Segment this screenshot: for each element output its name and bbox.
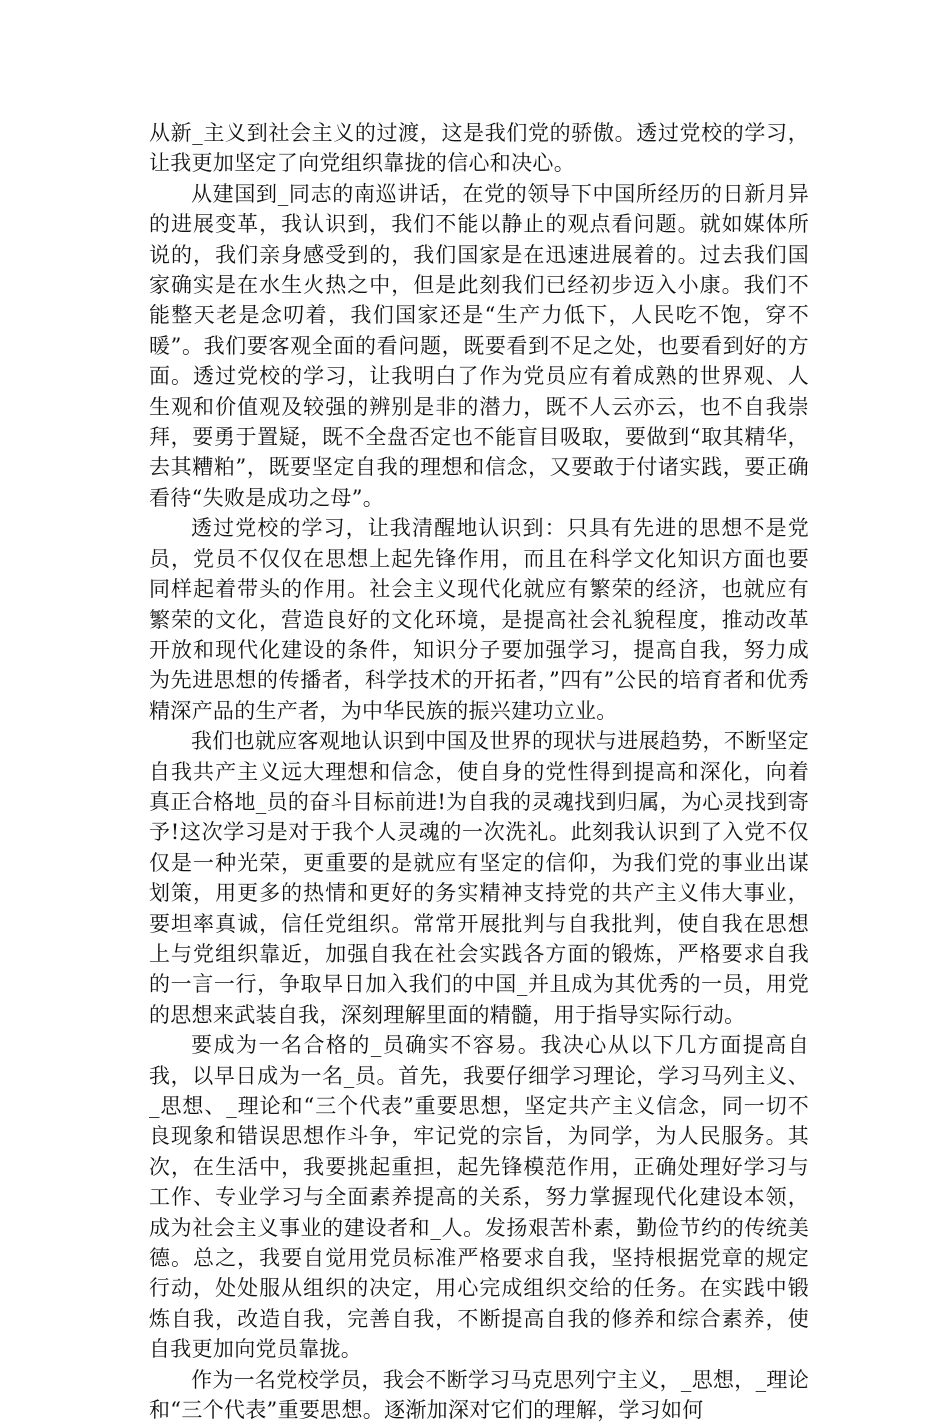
paragraph-1: 从新_主义到社会主义的过渡，这是我们党的骄傲。透过党校的学习，让我更加坚定了向党组织靠拢的信心和决心。 bbox=[149, 121, 809, 176]
paragraph-6: 作为一名党校学员，我会不断学习马克思列宁主义，_思想，_理论和“三个代表”重要思想。逐渐加深对它们的理解，学习如何 bbox=[149, 1367, 809, 1423]
paragraph-5: 要成为一名合格的_员确实不容易。我决心从以下几方面提高自我，以早日成为一名_员。首先，我要仔细学习理论，学习马列主义、_思想、_理论和“三个代表”重要思想，坚定共产主义信念，同一切不良现象和错误思想作斗争，牢记党的宗旨，为同学，为人民服务。其次，在生活中，我要挑起重担，起先锋模范作用，正确处理好学习与工作、专业学习与全面素养提高的关系，努力掌握现代化建设本领，成为社会主义事业的建设者和_人。发扬艰苦朴素，勤俭节约的传统美德。总之，我要自觉用党员标准严格要求自我，坚持根据党章的规定行动，处处服从组织的决定，用心完成组织交给的任务。在实践中锻炼自我，改造自我，完善自我，不断提高自我的修养和综合素养，使自我更加向党员靠拢。 bbox=[149, 1033, 809, 1362]
paragraph-4: 我们也就应客观地认识到中国及世界的现状与进展趋势，不断坚定自我共产主义远大理想和信念，使自身的党性得到提高和深化，向着真正合格地_员的奋斗目标前进!为自我的灵魂找到归属，为心灵找到寄予!这次学习是对于我个人灵魂的一次洗礼。此刻我认识到了入党不仅仅是一种光荣，更重要的是就应有坚定的信仰，为我们党的事业出谋划策，用更多的热情和更好的务实精神支持党的共产主义伟大事业，要坦率真诚，信任党组织。常常开展批判与自我批判，使自我在思想上与党组织靠近，加强自我在社会实践各方面的锻炼，严格要求自我的一言一行，争取早日加入我们的中国_并且成为其优秀的一员，用党的思想来武装自我，深刻理解里面的精髓，用于指导实际行动。 bbox=[149, 729, 809, 1027]
document-body bbox=[149, 118, 809, 1425]
paragraph-2: 从建国到_同志的南巡讲话，在党的领导下中国所经历的日新月异的进展变革，我认识到，我们不能以静止的观点看问题。就如媒体所说的，我们亲身感受到的，我们国家是在迅速进展着的。过去我们国家确实是在水生火热之中，但是此刻我们已经初步迈入小康。我们不能整天老是念叨着，我们国家还是“生产力低下，人民吃不饱，穿不暖”。我们要客观全面的看问题，既要看到不足之处，也要看到好的方面。透过党校的学习，让我明白了作为党员应有着成熟的世界观、人生观和价值观及较强的辨别是非的潜力，既不人云亦云，也不自我崇拜，要勇于置疑，既不全盘否定也不能盲目吸取，要做到“取其精华，去其糟粕”，既要坚定自我的理想和信念，又要敢于付诸实践，要正确看待“失败是成功之母”。 bbox=[149, 181, 809, 510]
paragraph-3: 透过党校的学习，让我清醒地认识到：只具有先进的思想不是党员，党员不仅仅在思想上起先锋作用，而且在科学文化知识方面也要同样起着带头的作用。社会主义现代化就应有繁荣的经济，也就应有繁荣的文化，营造良好的文化环境，是提高社会礼貌程度，推动改革开放和现代化建设的条件，知识分子要加强学习，提高自我，努力成为先进思想的传播者，科学技术的开拓者，”四有”公民的培育者和优秀精深产品的生产者，为中华民族的振兴建功立业。 bbox=[149, 516, 809, 723]
